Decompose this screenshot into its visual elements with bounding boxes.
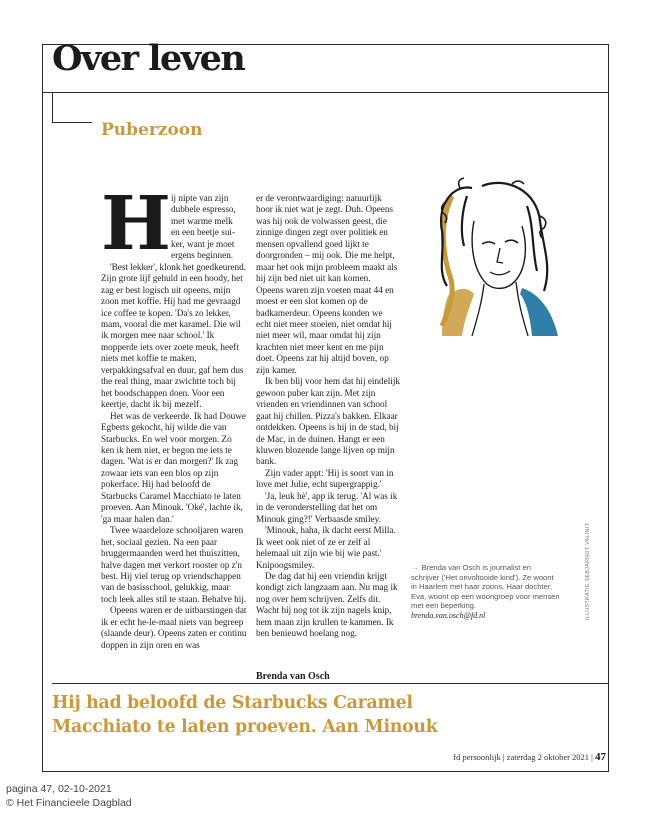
author-byline: Brenda van Osch (256, 671, 330, 682)
section-title: Over leven (52, 38, 245, 79)
article-paragraph: 'Minouk, haha, ik dacht eerst Milla. Ik weet ook niet of ze er zelf al helemaal uit zijn wie bij wie past.' Knipoogsmiley. (256, 525, 396, 570)
article-paragraph: Opeens waren er de uitbarstingen dat ik er echt he-le-maal niets van begreep (slaande deur). Opeens zaten er continu doppen in zijn oren en was (101, 605, 247, 650)
article-paragraph: Het was de verkeerde. Ik had Douwe Egberts gekocht, hij wilde die van Starbucks. En wel voor morgen. Zo ken ik hem niet, er begon me iets te dagen. 'Wat is er dan morgen?' Ik zag zowaar iets van een blos op zijn pokerface. Hij had beloofd de Starbucks Caramel Macchiato te laten proeven. Aan Minouk. 'Oké', lachte ik, 'ga maar halen dan.' (101, 410, 246, 524)
nose-mouth (490, 248, 510, 275)
article-paragraph: De dag dat hij een vriendin krijgt kondigt zich langzaam aan. Nu mag ik nog over hem schrijven. Zelfs dit. Wacht hij nog tot ik zijn nagels knip, hem maan zijn krullen te kammen. Ik ben benieuwd hoelang nog. (256, 570, 398, 639)
curls (442, 178, 546, 238)
pull-quote: Hij had beloofd de Starbucks Caramel Macchiato te laten proeven. Aan Minouk (52, 693, 438, 737)
article-paragraph: Zijn vader appt: 'Hij is soort van in love met Julie, echt supergrappig.' (256, 467, 394, 490)
header-connector (52, 92, 53, 122)
article-column-2 (256, 193, 400, 640)
author-portrait-illustration (412, 176, 572, 341)
article-paragraph: 'Ja, leuk hè', app ik terug. 'Al was ik in de veronderstelling dat het om Minouk ging?!' Verbaasde smiley. (256, 490, 398, 524)
header-rule (42, 92, 609, 93)
hair-strokes (441, 183, 547, 291)
eyes (482, 240, 518, 244)
author-email-link[interactable]: brenda.van.osch@fd.nl (411, 610, 486, 620)
article-kicker: Puberzoon (101, 120, 203, 140)
footer-section: fd persoonlijk | zaterdag 2 oktober 2021 | (453, 752, 593, 762)
neck-lines (472, 282, 528, 336)
kicker-rule (52, 122, 92, 123)
article-paragraph: er de verontwaardiging: natuurlijk hoor ik niet wat je zegt. Duh. Opeens was hij ook de volwassen geest, die zinnige dingen zegt over politiek en mensen opvallend goed lijkt te doorgronden – mij ook. Die me helpt, maar het ook mijn probleem maakt als hij zijn bed niet uit kan komen. Opeens waren zijn voeten maat 44 en moest er een slot komen op de badkamerdeur. Opeens konden we echt niet meer stoeien, niet omdat hij niet meer wil, maar omdat hij zijn krachten niet meer kent en me pijn doet. Opeens zat hij altijd boven, op zijn kamer. (256, 193, 398, 375)
page-meta: pagina 47, 02-10-2021 © Het Financieele Dagblad (6, 783, 132, 809)
illustration-credit: ILLUSTRATIE SEBJARNOT VALINIT (585, 522, 591, 620)
dropcap: H (101, 181, 171, 267)
bio-text: Brenda van Osch is journalist en schrijver ('Het onvoltooide kind'). Ze woont in Haarlem met haar zoons. Haar dochter, Eva, woont op een woongroep voor mensen met een beperking. (411, 563, 560, 611)
article-paragraph: Ik ben blij voor hem dat hij eindelijk gewoon puber kan zijn. Met zijn vrienden en vriendinnen van school gaat hij chillen. Pizza's bakken. Elkaar ontdekken. Opeens is hij in de stad, bij de Mac, in de duinen. Hangt er een kluwen blozende lange lijven op mijn bank. (256, 376, 400, 467)
article-paragraph: Twee waardeloze schooljaren waren het, sociaal gezien. Na een paar bruggermaanden werd het thuiszitten, halve dagen met verkort rooster op z'n best. Hij viel terug op vriendschappen van de basisschool, gelukkig, maar toch leek alles stil te staan. Behalve hij. (101, 525, 247, 604)
article-paragraph: 'Best lekker', klonk het goedkeurend. Zijn grote lijf gehuld in een hoody, het zag er best logisch uit opeens, mijn zoon met koffie. Hij had me gevraagd ice coffee te kopen. 'Da's zo lekker, mam, vooral die met karamel. Die wil ik morgen mee naar school.' Ik mopperde iets over zoete meuk, heeft niets met koffie te maken, verpakkingsafval en duur, gaf hem dus the real thing, maar zwichtte toch bij het boodschappen doen. Voor een keertje, dacht ik bij mezelf. (101, 261, 246, 410)
quote-separator (52, 683, 608, 684)
page-footer (453, 751, 606, 763)
article-opening: ij nipte van zijn dubbele espresso, met warme melk en een beetje sui- ker, want je moet ergens beginnen. (171, 193, 236, 261)
author-bio (411, 563, 561, 621)
page-number: 47 (595, 751, 606, 763)
article-column-1-body (101, 262, 247, 651)
bio-arrow-icon: → (411, 563, 419, 572)
shoulder-ochre (442, 289, 474, 336)
article-column-1 (101, 193, 247, 651)
